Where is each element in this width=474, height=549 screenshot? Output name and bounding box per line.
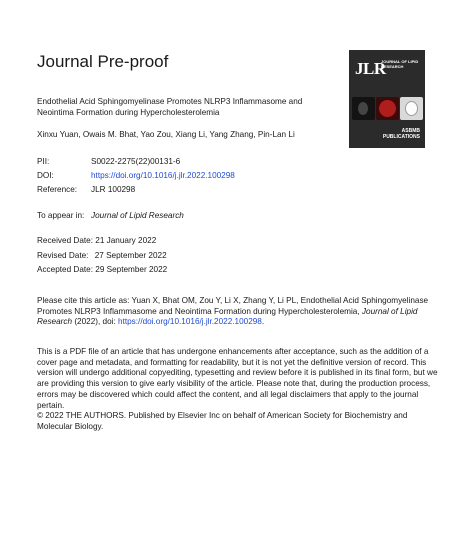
- pii-label: PII:: [37, 157, 50, 166]
- appear-journal: Journal of Lipid Research: [91, 211, 184, 220]
- revised-label: Revised Date:: [37, 251, 89, 260]
- appear-label: To appear in:: [37, 211, 85, 220]
- received-label: Received Date:: [37, 236, 93, 245]
- doi-link[interactable]: https://doi.org/10.1016/j.jlr.2022.100298: [91, 171, 235, 180]
- copyright-notice: © 2022 THE AUTHORS. Published by Elsevier Inc on behalf of American Society for Biochemistry and Molecular Biology.: [37, 411, 408, 431]
- cover-journal-name: JOURNAL OF LIPID RESEARCH: [381, 59, 419, 69]
- citation-paragraph: [37, 296, 442, 328]
- accepted-value: 29 September 2022: [95, 265, 168, 274]
- publisher-line-2: PUBLICATIONS: [382, 134, 420, 140]
- cover-micrograph-3: [400, 97, 423, 120]
- cover-publisher-logo: [383, 128, 420, 140]
- cover-micrograph-2: [376, 97, 399, 120]
- journal-cover-thumbnail: [349, 50, 425, 148]
- citation-prefix: Please cite this article as: Yuan X, Bhat OM, Zou Y, Li X, Zhang Y, Li PL, Endothelial Acid Sphingomyelinase Promotes NLRP3 Inflammasome and Neointima Formation during Hypercholesterolemia,: [37, 296, 429, 316]
- article-title: Endothelial Acid Sphingomyelinase Promotes NLRP3 Inflammasome and Neointima Formation during Hypercholesterolemia: [37, 97, 303, 117]
- author-list: Xinxu Yuan, Owais M. Bhat, Yao Zou, Xiang Li, Yang Zhang, Pin-Lan Li: [37, 130, 295, 139]
- jlr-logo: JLR: [355, 59, 386, 78]
- publisher-line-1: ASBMB: [401, 128, 420, 134]
- received-value: 21 January 2022: [95, 236, 157, 245]
- citation-middle: (2022), doi:: [72, 317, 119, 327]
- cover-micrograph-1: [352, 97, 375, 120]
- pii-value: S0022-2275(22)00131-6: [91, 157, 181, 166]
- doi-label: DOI:: [37, 171, 54, 180]
- reference-label: Reference:: [37, 185, 78, 194]
- revised-row: [37, 251, 167, 260]
- accepted-label: Accepted Date:: [37, 265, 93, 274]
- revised-value: 27 September 2022: [94, 251, 167, 260]
- citation-journal: Journal of Lipid Research: [37, 306, 418, 327]
- page-heading: Journal Pre-proof: [37, 52, 169, 71]
- citation-doi-link[interactable]: https://doi.org/10.1016/j.jlr.2022.100298: [118, 317, 262, 327]
- citation-suffix: .: [261, 317, 265, 327]
- reference-value: JLR 100298: [91, 185, 136, 194]
- received-row: [37, 236, 156, 245]
- notice-paragraph: This is a PDF file of an article that has undergone enhancements after acceptance, such as the addition of a cover page and metadata, and formatting for readability, but it is not yet the definitive version of record. This version will undergo additional copyediting, typesetting and review before it is published in its final form, but we are providing this version to give early visibility of the article. Please note that, during the production process, errors may be discovered which could affect the content, and all legal disclaimers that apply to the journal pertain.: [37, 347, 438, 410]
- accepted-row: [37, 265, 167, 274]
